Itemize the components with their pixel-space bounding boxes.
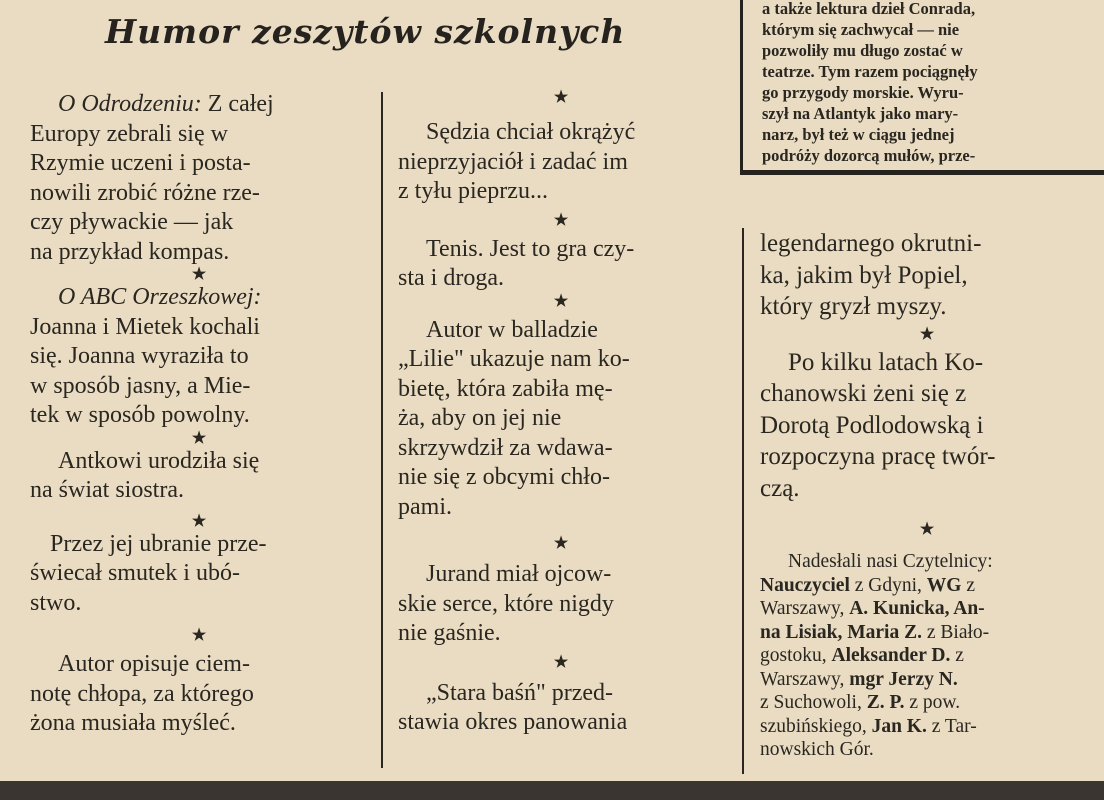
paragraph-line: Po kilku latach Ko- [788, 348, 984, 376]
credits-line: nowskich Gór. [760, 739, 874, 760]
credits-line: na Lisiak, Maria Z. z Biało- [760, 621, 990, 643]
boxed-line: teatrze. Tym razem pociągnęły [762, 62, 978, 81]
paragraph-line: na przykład kompas. [30, 238, 230, 265]
paragraph-line: Sędzia chciał okrążyć [426, 119, 636, 145]
column-2 [398, 90, 724, 738]
paragraph-line: Joanna i Mietek kochali [30, 313, 260, 340]
paragraph-line: skrzywdził za wdawa- [398, 434, 613, 461]
paragraph-line: nie się z obcymi chło- [398, 464, 610, 490]
paragraph-line: legendarnego okrutni- [760, 230, 982, 257]
paragraph-line: Autor w balladzie [426, 316, 598, 343]
credits-line: Warszawy, mgr Jerzy N. [760, 668, 958, 690]
column-3 [760, 228, 1094, 504]
topic-lead: O Odrodzeniu: [58, 91, 202, 117]
paragraph-line: stawia okres panowania [398, 709, 628, 735]
paragraph-line: nieprzyjaciół i zadać im [398, 148, 628, 175]
boxed-line: pozwoliły mu długo zostać w [762, 41, 963, 60]
paragraph-line: bietę, która zabiła mę- [398, 375, 613, 402]
boxed-line: którym się zachwycał — nie [762, 20, 960, 39]
paragraph-line: Przez jej ubranie prze- [50, 530, 267, 557]
star-separator: ★ [191, 266, 207, 283]
credits-block [760, 550, 1096, 762]
paragraph-line: O Odrodzeniu: Z całej [58, 91, 274, 117]
star-separator: ★ [553, 89, 569, 106]
paragraph-line: skie serce, które nigdy [398, 590, 614, 617]
paragraph-line: który gryzł myszy. [760, 293, 947, 320]
paragraph-line: sta i droga. [398, 265, 504, 291]
column-rule [742, 228, 744, 774]
paragraph-line: Jurand miał ojcow- [426, 561, 612, 587]
boxed-line: podróży dozorcą mułów, prze- [762, 146, 976, 165]
boxed-line: a także lektura dzieł Conrada, [762, 0, 976, 18]
credits-line: z Suchowoli, Z. P. z pow. [760, 692, 961, 713]
paragraph-line: „Lilie" ukazuje nam ko- [398, 346, 630, 372]
star-separator: ★ [553, 211, 569, 229]
paragraph-line: rozpoczyna pracę twór- [760, 443, 996, 470]
star-separator: ★ [191, 627, 207, 644]
paragraph-line: Autor opisuje ciem- [58, 651, 250, 677]
paragraph-line: Rzymie uczeni i posta- [30, 150, 251, 176]
star-separator: ★ [919, 325, 935, 343]
topic-lead: O ABC Orzeszkowej: [58, 284, 262, 310]
star-separator: ★ [191, 429, 207, 447]
paragraph-line: na świat siostra. [30, 477, 184, 503]
paragraph-line: czą. [760, 474, 800, 502]
boxed-line: szył na Atlantyk jako mary- [762, 104, 959, 123]
paragraph-line: Dorotą Podlodowską i [760, 411, 984, 439]
credits-line: szubińskiego, Jan K. z Tar- [760, 715, 977, 737]
star-separator: ★ [919, 521, 935, 538]
paragraph-line: nowili zrobić różne rze- [30, 179, 260, 206]
column-1 [30, 90, 368, 739]
credits-intro: Nadesłali nasi Czytelnicy: [788, 551, 993, 572]
paragraph-line: chanowski żeni się z [760, 380, 967, 407]
column-rule [381, 92, 383, 768]
paragraph-line: ka, jakim był Popiel, [760, 261, 968, 289]
paragraph-line: w sposób jasny, a Mie- [30, 372, 251, 399]
paragraph-line: się. Joanna wyraziła to [30, 343, 249, 369]
paragraph-line: tek w sposób powolny. [30, 402, 250, 428]
star-separator: ★ [553, 292, 569, 310]
section-title: Humor zeszytów szkolnych [105, 12, 626, 51]
star-separator: ★ [191, 512, 207, 530]
paragraph-line: żona musiała myśleć. [30, 710, 236, 736]
paragraph-line: nie gaśnie. [398, 620, 501, 646]
credits-line: Warszawy, A. Kunicka, An- [760, 598, 985, 619]
paragraph-line: z tyłu pieprzu... [398, 178, 548, 204]
boxed-article-text [762, 0, 1092, 166]
credits-line: gostoku, Aleksander D. z [760, 645, 964, 666]
paragraph-line: Tenis. Jest to gra czy- [426, 235, 635, 262]
boxed-line: go przygody morskie. Wyru- [762, 83, 964, 102]
paragraph-line: Europy zebrali się w [30, 120, 228, 147]
paragraph-line: pami. [398, 493, 452, 520]
paragraph-line: czy pływackie — jak [30, 209, 234, 235]
paragraph-line: ża, aby on jej nie [398, 405, 562, 431]
star-separator: ★ [553, 535, 569, 552]
star-separator: ★ [553, 653, 569, 671]
paragraph-line: notę chłopa, za którego [30, 680, 254, 707]
boxed-line: narz, był też w ciągu jednej [762, 125, 955, 144]
page-bottom-edge [0, 781, 1104, 800]
paragraph-line: świecał smutek i ubó- [30, 560, 240, 586]
credits-line: Nauczyciel z Gdyni, WG z [760, 574, 975, 596]
paragraph-line: „Stara baśń" przed- [426, 679, 614, 706]
paragraph-line: Antkowi urodziła się [58, 447, 260, 474]
paragraph-line: stwo. [30, 589, 82, 616]
